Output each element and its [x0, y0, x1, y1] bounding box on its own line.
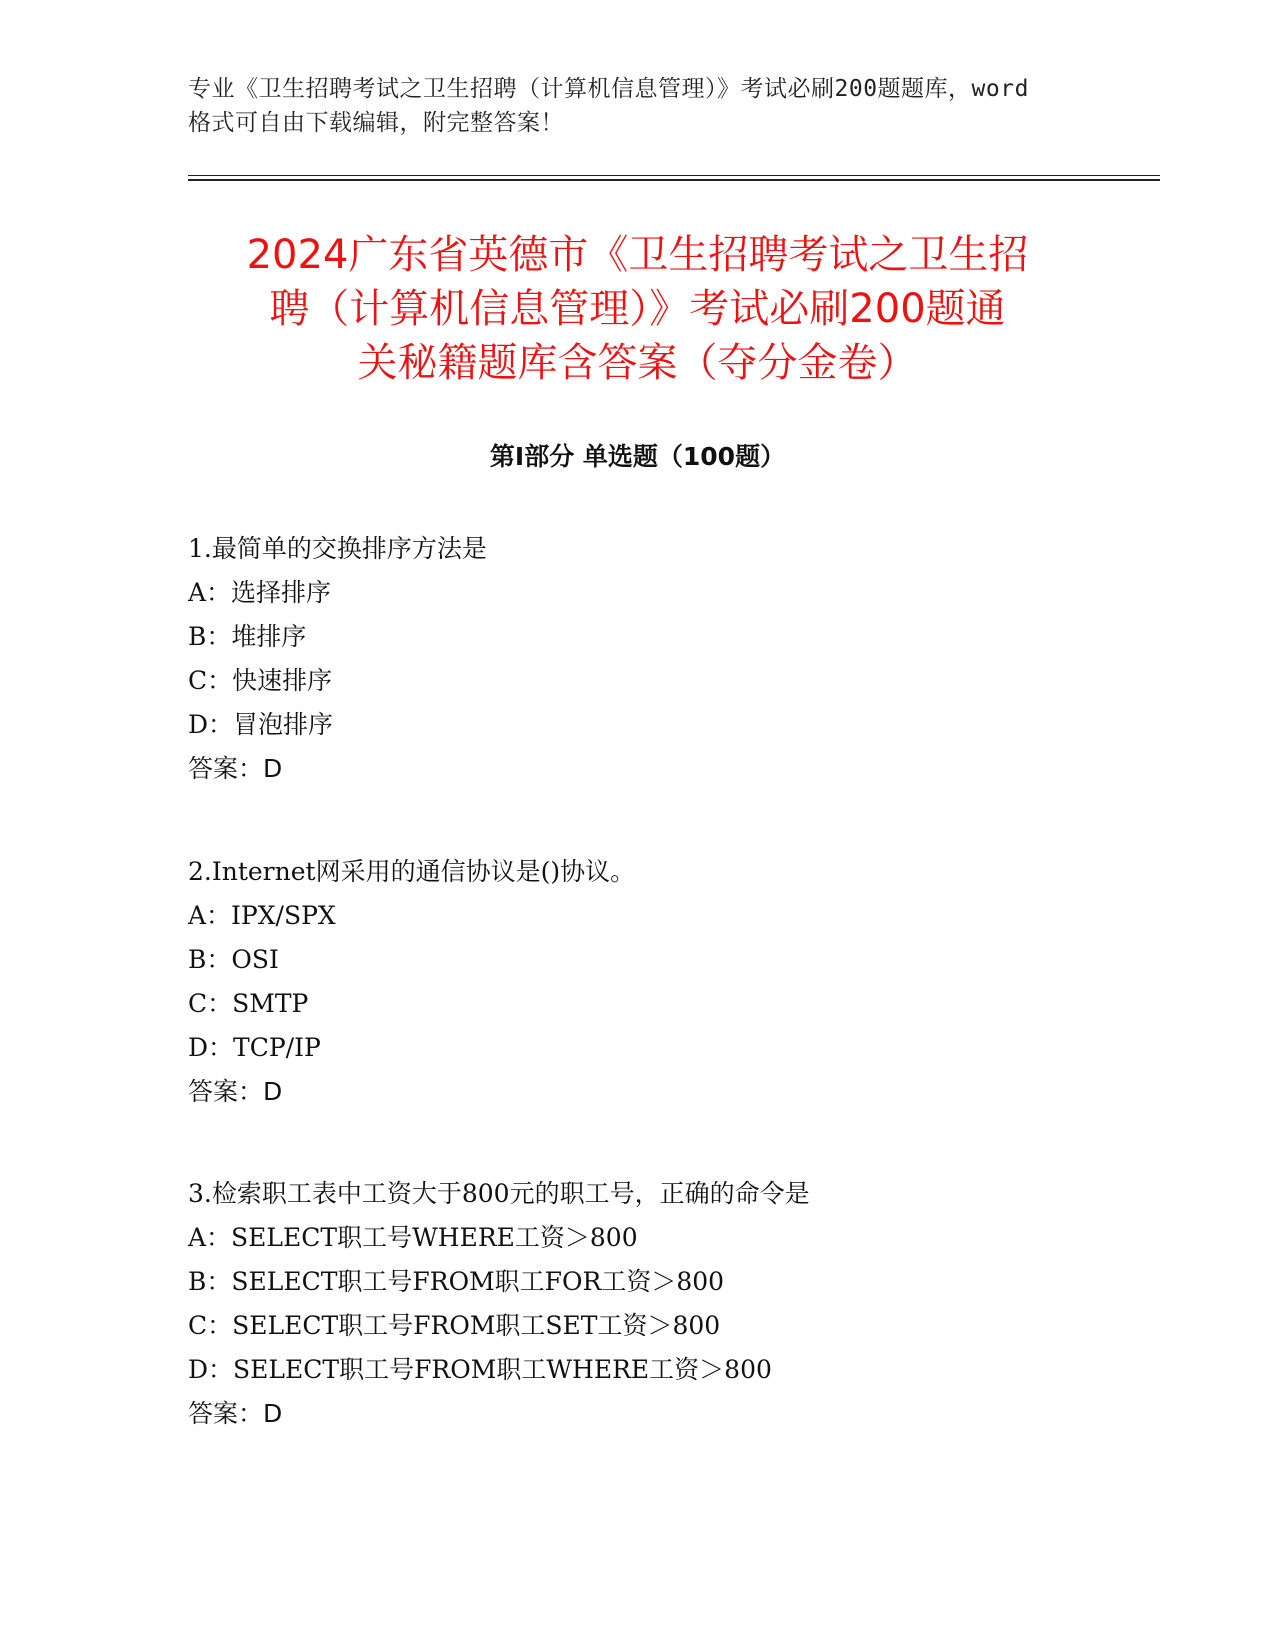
option-a: A：选择排序 [188, 578, 332, 607]
option-b: B：堆排序 [188, 622, 307, 651]
header-divider-thick [188, 179, 1160, 181]
answer: 答案：D [188, 754, 283, 783]
option-b: B：SELECT职工号FROM职工FOR工资＞800 [188, 1267, 725, 1296]
option-b: B：OSI [188, 945, 279, 974]
header-divider [188, 175, 1160, 181]
answer: 答案：D [188, 1399, 283, 1428]
answer: 答案：D [188, 1077, 283, 1106]
option-c: C：SELECT职工号FROM职工SET工资＞800 [188, 1311, 721, 1340]
document-title [160, 228, 1115, 390]
question-1 [188, 527, 1188, 791]
header-divider-thin [188, 175, 1160, 176]
title-line-3: 关秘籍题库含答案（夺分金卷） [357, 340, 918, 386]
option-d: D：冒泡排序 [188, 710, 334, 739]
question-stem: 1.最简单的交换排序方法是 [188, 534, 487, 563]
document-header [188, 72, 1098, 140]
option-a: A：IPX/SPX [188, 901, 336, 930]
section-title: 第Ⅰ部分 单选题（100题） [489, 442, 786, 471]
question-3 [188, 1172, 1188, 1436]
option-d: D：TCP/IP [188, 1033, 321, 1062]
title-line-2: 聘（计算机信息管理）》考试必刷200题通 [269, 286, 1006, 332]
option-c: C：SMTP [188, 989, 309, 1018]
title-line-1: 2024广东省英德市《卫生招聘考试之卫生招 [246, 232, 1029, 278]
option-a: A：SELECT职工号WHERE工资＞800 [188, 1223, 638, 1252]
option-c: C：快速排序 [188, 666, 333, 695]
header-line-2: 格式可自由下载编辑，附完整答案！ [188, 110, 564, 136]
question-stem: 3.检索职工表中工资大于800元的职工号，正确的命令是 [188, 1179, 810, 1208]
option-d: D：SELECT职工号FROM职工WHERE工资＞800 [188, 1355, 772, 1384]
question-stem: 2.Internet网采用的通信协议是()协议。 [188, 857, 636, 886]
question-2 [188, 850, 1188, 1114]
header-line-1: 专业《卫生招聘考试之卫生招聘（计算机信息管理）》考试必刷200题题库，word [188, 76, 1029, 102]
